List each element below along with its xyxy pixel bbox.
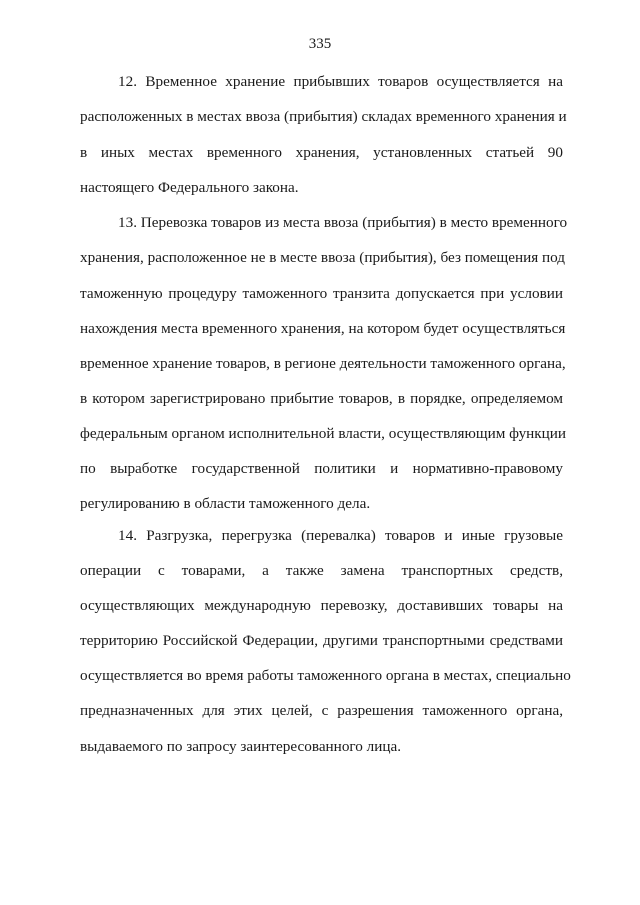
paragraph-13-line: федеральным органом исполнительной власти, осуществляющим функции [80, 425, 567, 442]
paragraph-13-line: по выработке государственной политики и нормативно-правовому [80, 460, 563, 477]
paragraph-14-line: операции с товарами, а также замена транспортных средств, [80, 562, 563, 579]
paragraph-14-line: осуществляется во время работы таможенного органа в местах, специально [80, 667, 571, 684]
paragraph-13-line: нахождения места временного хранения, на котором будет осуществляться [80, 320, 566, 337]
paragraph-13-line: 13. Перевозка товаров из места ввоза (прибытия) в место временного [118, 214, 568, 231]
page-number: 335 [308, 36, 332, 52]
paragraph-12-line: расположенных в местах ввоза (прибытия) складах временного хранения и [80, 108, 567, 125]
paragraph-13-line: хранения, расположенное не в месте ввоза (прибытия), без помещения под [80, 249, 566, 266]
paragraph-14-line: выдаваемого по запросу заинтересованного лица. [80, 738, 402, 755]
paragraph-12-line: 12. Временное хранение прибывших товаров осуществляется на [118, 73, 563, 90]
paragraph-14-line: 14. Разгрузка, перегрузка (перевалка) товаров и иные грузовые [118, 527, 563, 544]
paragraph-13-line: в котором зарегистрировано прибытие товаров, в порядке, определяемом [80, 390, 563, 407]
paragraph-14-line: предназначенных для этих целей, с разрешения таможенного органа, [80, 702, 563, 719]
paragraph-13-line: временное хранение товаров, в регионе деятельности таможенного органа, [80, 355, 566, 372]
paragraph-14-line: территорию Российской Федерации, другими транспортными средствами [80, 632, 563, 649]
paragraph-13-line: регулированию в области таможенного дела. [80, 495, 371, 512]
paragraph-13-line: таможенную процедуру таможенного транзита допускается при условии [80, 285, 563, 302]
paragraph-12-line: настоящего Федерального закона. [80, 179, 299, 196]
paragraph-14-line: осуществляющих международную перевозку, доставивших товары на [80, 597, 563, 614]
paragraph-12-line: в иных местах временного хранения, установленных статьей 90 [80, 144, 563, 161]
